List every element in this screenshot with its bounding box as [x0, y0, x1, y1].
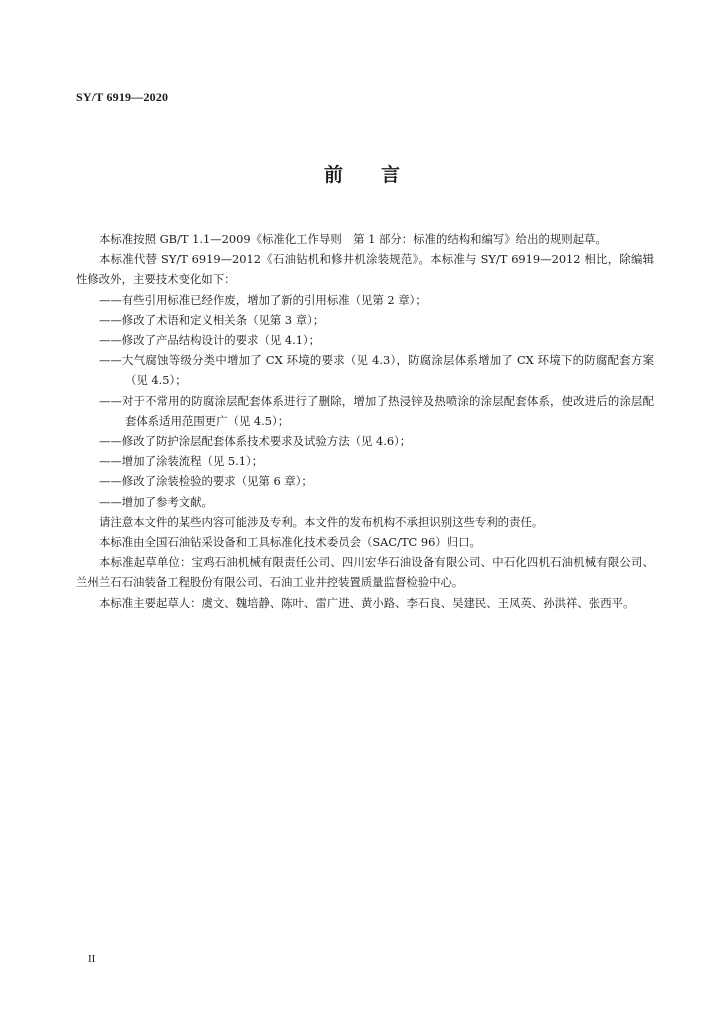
paragraph-drafting-rules: 本标准按照 GB/T 1.1—2009《标准化工作导则 第 1 部分：标准的结构和编写》给出的规则起草。 [99, 232, 607, 246]
change-item: ——修改了涂装检验的要求（见第 6 章）； [99, 474, 313, 489]
title-char-1: 前 [323, 164, 343, 186]
paragraph-committee: 本标准由全国石油钻采设备和工具标准化技术委员会（SAC/TC 96）归口。 [99, 535, 481, 550]
document-body [76, 229, 654, 613]
change-item: ——修改了术语和定义相关条（见第 3 章）； [99, 312, 325, 327]
change-item: ——大气腐蚀等级分类中增加了 CX 环境的要求（见 4.3），防腐涂层体系增加了 CX 环境下的防腐配套方案（见 4.5）； [99, 353, 654, 388]
page-number: II [88, 953, 96, 965]
change-item: ——对于不常用的防腐涂层配套体系进行了删除，增加了热浸锌及热喷涂的涂层配套体系，使改进后的涂层配套体系适用范围更广（见 4.5）； [99, 393, 654, 428]
paragraph-drafting-units: 本标准起草单位：宝鸡石油机械有限责任公司、四川宏华石油设备有限公司、中石化四机石油机械有限公司、兰州兰石石油装备工程股份有限公司、石油工业井控装置质量监督检验中心。 [76, 555, 654, 590]
change-item: ——增加了涂装流程（见 5.1）； [99, 454, 264, 469]
title-char-2: 言 [381, 164, 401, 186]
change-item: ——修改了防护涂层配套体系技术要求及试验方法（见 4.6）； [99, 434, 412, 449]
change-item: ——有些引用标准已经作废，增加了新的引用标准（见第 2 章）； [99, 292, 427, 307]
change-item: ——增加了参考文献。 [99, 494, 213, 509]
paragraph-patent-notice: 请注意本文件的某些内容可能涉及专利。本文件的发布机构不承担识别这些专利的责任。 [99, 514, 544, 529]
paragraph-drafters: 本标准主要起草人：虞文、魏培静、陈叶、雷广进、黄小路、李石良、吴建民、王凤英、孙洪祥、张西平。 [99, 595, 635, 610]
paragraph-replacement: 本标准代替 SY/T 6919—2012《石油钻机和修井机涂装规范》。本标准与 SY/T 6919—2012 相比，除编辑性修改外，主要技术变化如下： [76, 252, 654, 287]
change-item: ——修改了产品结构设计的要求（见 4.1）； [99, 333, 321, 348]
standard-code-header: SY/T 6919—2020 [76, 90, 169, 104]
page-title [0, 160, 724, 187]
